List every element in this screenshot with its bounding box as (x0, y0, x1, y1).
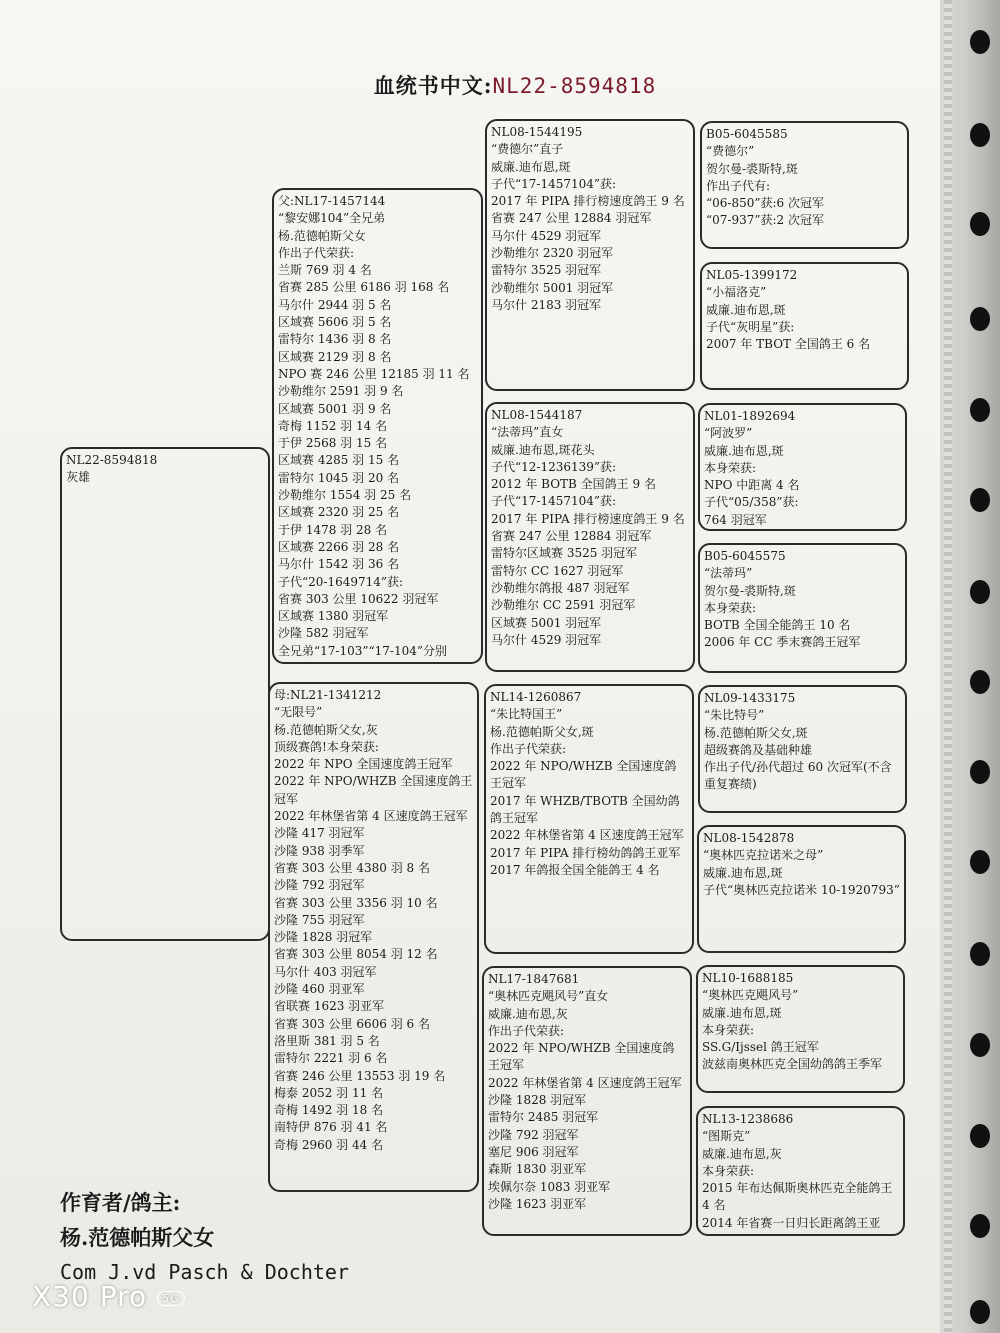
binder-hole (970, 30, 990, 54)
pedigree-line: 2022 年 NPO/WHZB 全国速度鸽王冠军 (274, 774, 473, 806)
pedigree-line: 省赛 247 公里 12884 羽冠军 (491, 211, 652, 226)
pedigree-line: 威廉.迪布恩,灰 (702, 1146, 782, 1161)
pedigree-line: 父:NL17-1457144 (278, 194, 386, 208)
pedigree-line: 2017 年 PIPA 排行榜幼鸽鸽王亚军 (490, 845, 681, 860)
dam-box (268, 682, 479, 1192)
pedigree-line: 2017 年 PIPA 排行榜速度鸽王 9 名 (491, 194, 685, 209)
pedigree-line: 杨.范德帕斯父女,斑 (490, 724, 594, 739)
pedigree-line: 沙隆 1828 羽冠军 (274, 930, 373, 945)
pedigree-line: 沙隆 792 羽冠军 (488, 1127, 579, 1142)
pedigree-line: 2022 年林堡省第 4 区速度鸽王冠军 (490, 828, 684, 843)
pedigree-line: 南特伊 876 羽 41 名 (274, 1120, 388, 1135)
binder-hole (970, 398, 990, 422)
pedigree-line: 沙勒维尔鸽报 487 羽冠军 (491, 580, 630, 595)
pedigree-line: 区域赛 5606 羽 5 名 (278, 315, 392, 330)
pedigree-line: “法蒂玛”直女 (491, 425, 564, 440)
pedigree-line: 省赛 303 公里 3356 羽 10 名 (274, 895, 438, 910)
dam-dam-dam-box (696, 1106, 905, 1236)
pedigree-line: NPO 赛 246 公里 12185 羽 11 名 (278, 366, 470, 381)
sire-box (272, 188, 483, 664)
pedigree-line: 2017 年 PIPA 排行榜速度鸽王 9 名 (491, 511, 685, 526)
sire-sire-dam-box (700, 262, 909, 390)
binder-hole (970, 1124, 990, 1148)
binder-hole (970, 1214, 990, 1238)
pedigree-line: 子代“17-1457104”获: (491, 176, 617, 191)
pedigree-line: NPO 中距离 4 名 (704, 478, 800, 493)
pedigree-line: 子代“17-1457104”获: (491, 494, 617, 509)
pedigree-line: “朱比特国王” (490, 707, 563, 722)
binder-hole (970, 1033, 990, 1057)
pedigree-line: NL10-1688185 (702, 971, 794, 985)
pedigree-line: 作出子代有: (706, 178, 771, 193)
pedigree-line: 省赛 303 公里 4380 羽 8 名 (274, 860, 430, 875)
sire-sire-sire-box (700, 121, 909, 249)
pedigree-line: NL13-1238686 (702, 1112, 794, 1126)
pedigree-line: “06-850”获:6 次冠军 (706, 196, 824, 211)
pedigree-line: “小福洛克” (706, 285, 767, 300)
pedigree-line: 雷特尔 2485 羽冠军 (488, 1110, 599, 1125)
pedigree-line: 子代“20-1649714”获: (278, 574, 404, 589)
pedigree-line: 省赛 303 公里 6606 羽 6 名 (274, 1016, 430, 1031)
pedigree-line: 威廉.迪布恩,斑 (703, 865, 783, 880)
pedigree-line: 全兄弟“17-103”“17-104”分别 (278, 643, 447, 658)
pedigree-line: 作出子代荣获: (490, 741, 567, 756)
pedigree-line: 省赛 247 公里 12884 羽冠军 (491, 529, 652, 544)
pedigree-line: 省赛 303 公里 8054 羽 12 名 (274, 947, 438, 962)
breeder-block (60, 1185, 349, 1290)
pedigree-line: B05-6045585 (706, 127, 788, 141)
pedigree-line: 2007 年 TBOT 全国鸽王 6 名 (706, 337, 871, 352)
pedigree-line: 森斯 1830 羽亚军 (488, 1162, 587, 1177)
pedigree-line: 2012 年 BOTB 全国鸽王 9 名 (491, 477, 656, 492)
pedigree-line: 沙隆 417 羽冠军 (274, 826, 365, 841)
pedigree-line: 母:NL21-1341212 (274, 688, 382, 702)
pedigree-line: 作出子代/孙代超过 60 次冠军(不含重复赛绩) (704, 760, 892, 792)
pedigree-line: “07-937”获:2 次冠军 (706, 213, 824, 228)
pedigree-line: 本身荣获: (702, 1022, 755, 1037)
pedigree-line: 子代“灰明星”获: (706, 319, 795, 334)
pedigree-line: “图斯克” (702, 1129, 751, 1144)
pedigree-line: 奇梅 1492 羽 18 名 (274, 1103, 384, 1118)
pedigree-line: NL17-1847681 (488, 972, 580, 986)
pedigree-line: 沙勒维尔 CC 2591 羽冠军 (491, 598, 636, 613)
breeder-name-en: Com J.vd Pasch & Dochter (60, 1260, 349, 1284)
pedigree-line: 马尔什 4529 羽冠军 (491, 632, 602, 647)
dam-dam-sire-box (696, 965, 905, 1093)
pedigree-line: 洛里斯 381 羽 5 名 (274, 1033, 380, 1048)
pedigree-line: 奇梅 1152 羽 14 名 (278, 418, 388, 433)
pedigree-line: 塞尼 906 羽冠军 (488, 1144, 579, 1159)
sleeve-perforation-strip (944, 0, 952, 1333)
pedigree-line: NL08-1542878 (703, 831, 795, 845)
dam-dam-box (482, 966, 692, 1236)
pedigree-line: 2022 年林堡省第 4 区速度鸽王冠军 (274, 809, 468, 824)
pedigree-line: “朱比特号” (704, 708, 765, 723)
pedigree-line: 子代“奥林匹克拉诺米 10-1920793” (703, 882, 900, 897)
breeder-name-cn: 杨.范德帕斯父女 (60, 1225, 215, 1250)
pedigree-line: 省赛 285 公里 6186 羽 168 名 (278, 280, 450, 295)
pedigree-line: 顶级赛鸽!本身荣获: (274, 739, 379, 754)
pedigree-line: 奇梅 2960 羽 44 名 (274, 1137, 384, 1152)
pedigree-line: 区域赛 4285 羽 15 名 (278, 453, 400, 468)
pedigree-line: 2014 年省赛一日归长距离鸽王亚 (702, 1215, 881, 1230)
pedigree-line: SS.G/Ijssel 鸽王冠军 (702, 1040, 819, 1055)
pedigree-line: 区域赛 1380 羽冠军 (278, 609, 389, 624)
pedigree-line: “费德尔” (706, 144, 755, 159)
pedigree-line: “奥林匹克拉诺米之母” (703, 848, 824, 863)
camera-watermark (32, 1280, 185, 1313)
pedigree-line: 2017 年 WHZB/TBOTB 全国幼鸽鸽王冠军 (490, 793, 680, 826)
sire-sire-box (485, 119, 695, 391)
pedigree-line: NL09-1433175 (704, 691, 796, 705)
pedigree-line: 马尔什 1542 羽 36 名 (278, 557, 400, 572)
pedigree-line: 兰斯 769 羽 4 名 (278, 263, 372, 278)
watermark-5g-badge: 5G (157, 1291, 185, 1306)
subject-pigeon-box (60, 447, 270, 941)
pedigree-line: 贺尔曼-裘斯特,斑 (704, 583, 796, 598)
pedigree-line: 省联赛 1623 羽亚军 (274, 999, 385, 1014)
pedigree-line: 沙勒维尔 2320 羽冠军 (491, 246, 614, 261)
binder-hole (970, 670, 990, 694)
binder-hole (970, 488, 990, 512)
pedigree-line: 2022 年林堡省第 4 区速度鸽王冠军 (488, 1075, 682, 1090)
pedigree-line: 雷特尔 2221 羽 6 名 (274, 1051, 388, 1066)
dam-sire-dam-box (697, 825, 906, 953)
pedigree-line: 区域赛 2320 羽 25 名 (278, 505, 400, 520)
breeder-label: 作育者/鸽主: (60, 1190, 181, 1215)
pedigree-line: 沙勒维尔 1554 羽 25 名 (278, 488, 412, 503)
pedigree-line: 2017 年鸽报全国全能鸽王 4 名 (490, 862, 660, 877)
pedigree-line: 波兹南奥林匹克全国幼鸽鸽王季军 (702, 1057, 883, 1072)
pedigree-line: 作出子代荣获: (488, 1023, 565, 1038)
pedigree-line: 灰雄 (66, 470, 91, 485)
pedigree-line: 省赛 246 公里 13553 羽 19 名 (274, 1068, 446, 1083)
pedigree-line: 省赛 303 公里 10622 羽冠军 (278, 591, 439, 606)
pedigree-line: 沙隆 938 羽季军 (274, 843, 365, 858)
sire-dam-dam-box (698, 543, 907, 673)
pedigree-line: 贺尔曼-裘斯特,斑 (706, 161, 798, 176)
pedigree-line: “法蒂玛” (704, 566, 753, 581)
pedigree-line: “费德尔”直子 (491, 142, 564, 157)
pedigree-line: NL01-1892694 (704, 409, 796, 423)
pedigree-line: 本身荣获: (702, 1163, 755, 1178)
pedigree-line: NL05-1399172 (706, 268, 798, 282)
pedigree-line: 2006 年 CC 季末赛鸽王冠军 (704, 635, 861, 650)
binder-hole (970, 1300, 990, 1324)
pedigree-line: 区域赛 5001 羽 9 名 (278, 401, 392, 416)
pedigree-line: 区域赛 2266 羽 28 名 (278, 539, 400, 554)
pedigree-line: 沙隆 755 羽冠军 (274, 912, 365, 927)
pedigree-line: 雷特尔区域赛 3525 羽冠军 (491, 546, 638, 561)
pedigree-line: 埃佩尔奈 1083 羽亚军 (488, 1179, 611, 1194)
binder-hole (970, 307, 990, 331)
binder-hole (970, 760, 990, 784)
pedigree-line: “黎安娜104”全兄弟 (278, 211, 386, 226)
pedigree-line: 沙勒维尔 5001 羽冠军 (491, 280, 614, 295)
binder-hole (970, 942, 990, 966)
binder-hole (970, 212, 990, 236)
pedigree-line: 子代“12-1236139”获: (491, 459, 617, 474)
pedigree-line: 威廉.迪布恩,斑 (706, 302, 786, 317)
pedigree-line: 马尔什 2183 羽冠军 (491, 297, 602, 312)
pedigree-line: 本身荣获: (704, 460, 757, 475)
pedigree-line: BOTB 全国全能鸽王 10 名 (704, 618, 851, 633)
pedigree-line: 沙隆 460 羽亚军 (274, 982, 365, 997)
pedigree-line: 雷特尔 CC 1627 羽冠军 (491, 563, 624, 578)
pedigree-line: 威廉.迪布恩,斑花头 (491, 442, 595, 457)
pedigree-line: B05-6045575 (704, 549, 786, 563)
pedigree-line: 沙隆 1828 羽冠军 (488, 1093, 587, 1108)
pedigree-line: 2022 年 NPO/WHZB 全国速度鸽王冠军 (488, 1041, 675, 1073)
pedigree-line: 杨.范德帕斯父女,灰 (274, 722, 378, 737)
pedigree-line: 威廉.迪布恩,斑 (702, 1005, 782, 1020)
pedigree-line: 雷特尔 3525 羽冠军 (491, 263, 602, 278)
pedigree-line: 子代“05/358”获: (704, 495, 799, 510)
pedigree-line: 沙隆 1623 羽亚军 (488, 1196, 587, 1211)
pedigree-line: “奥林匹克飓风号”直女 (488, 989, 609, 1004)
pedigree-line: 杨.范德帕斯父女,斑 (704, 725, 808, 740)
pedigree-line: “无限号” (274, 705, 323, 720)
dam-sire-box (484, 684, 694, 954)
pedigree-line: 沙隆 792 羽冠军 (274, 878, 365, 893)
pedigree-line: 于伊 2568 羽 15 名 (278, 436, 388, 451)
pedigree-line: 沙勒维尔 2591 羽 9 名 (278, 384, 404, 399)
pedigree-line: 沙隆 582 羽冠军 (278, 626, 369, 641)
pedigree-line: 杨.范德帕斯父女 (278, 228, 366, 243)
pedigree-line: 超级赛鸽及基础种雄 (704, 742, 813, 757)
pedigree-line: 威廉.迪布恩,斑 (491, 159, 571, 174)
pedigree-line: 威廉.迪布恩,斑 (704, 443, 784, 458)
pedigree-line: 马尔什 2944 羽 5 名 (278, 297, 392, 312)
watermark-brand: X30 Pro (32, 1280, 148, 1313)
binder-hole (970, 850, 990, 874)
pedigree-line: 本身荣获: (704, 600, 757, 615)
binder-hole (970, 580, 990, 604)
title-pigeon-id: NL22-8594818 (492, 74, 657, 98)
dam-sire-sire-box (698, 685, 907, 813)
pedigree-line: 2022 年 NPO 全国速度鸽王冠军 (274, 757, 453, 772)
pedigree-line: 梅泰 2052 羽 11 名 (274, 1085, 384, 1100)
pedigree-line: “奥林匹克飓风号” (702, 988, 799, 1003)
pedigree-line: NL08-1544187 (491, 408, 583, 422)
pedigree-line: 马尔什 403 羽冠军 (274, 964, 377, 979)
binder-hole (970, 123, 990, 147)
pedigree-line: 作出子代荣获: (278, 245, 355, 260)
pedigree-line: NL14-1260867 (490, 690, 582, 704)
pedigree-line: 2015 年布达佩斯奥林匹克全能鸽王 4 名 (702, 1181, 893, 1213)
sire-dam-box (485, 402, 695, 672)
pedigree-line: “阿波罗” (704, 426, 753, 441)
pedigree-line: 雷特尔 1436 羽 8 名 (278, 332, 392, 347)
pedigree-line: 764 羽冠军 (704, 512, 767, 527)
pedigree-line: 2022 年 NPO/WHZB 全国速度鸽王冠军 (490, 759, 677, 791)
pedigree-line: 于伊 1478 羽 28 名 (278, 522, 388, 537)
title-label: 血统书中文: (373, 73, 493, 98)
page-title (0, 70, 1000, 100)
pedigree-line: 区域赛 2129 羽 8 名 (278, 349, 392, 364)
pedigree-line: NL22-8594818 (66, 453, 158, 467)
pedigree-line: NL08-1544195 (491, 125, 583, 139)
pedigree-line: 马尔什 4529 羽冠军 (491, 228, 602, 243)
pedigree-line: 威廉.迪布恩,灰 (488, 1006, 568, 1021)
sire-dam-sire-box (698, 403, 907, 531)
pedigree-line: 区域赛 5001 羽冠军 (491, 615, 602, 630)
pedigree-line: 雷特尔 1045 羽 20 名 (278, 470, 400, 485)
